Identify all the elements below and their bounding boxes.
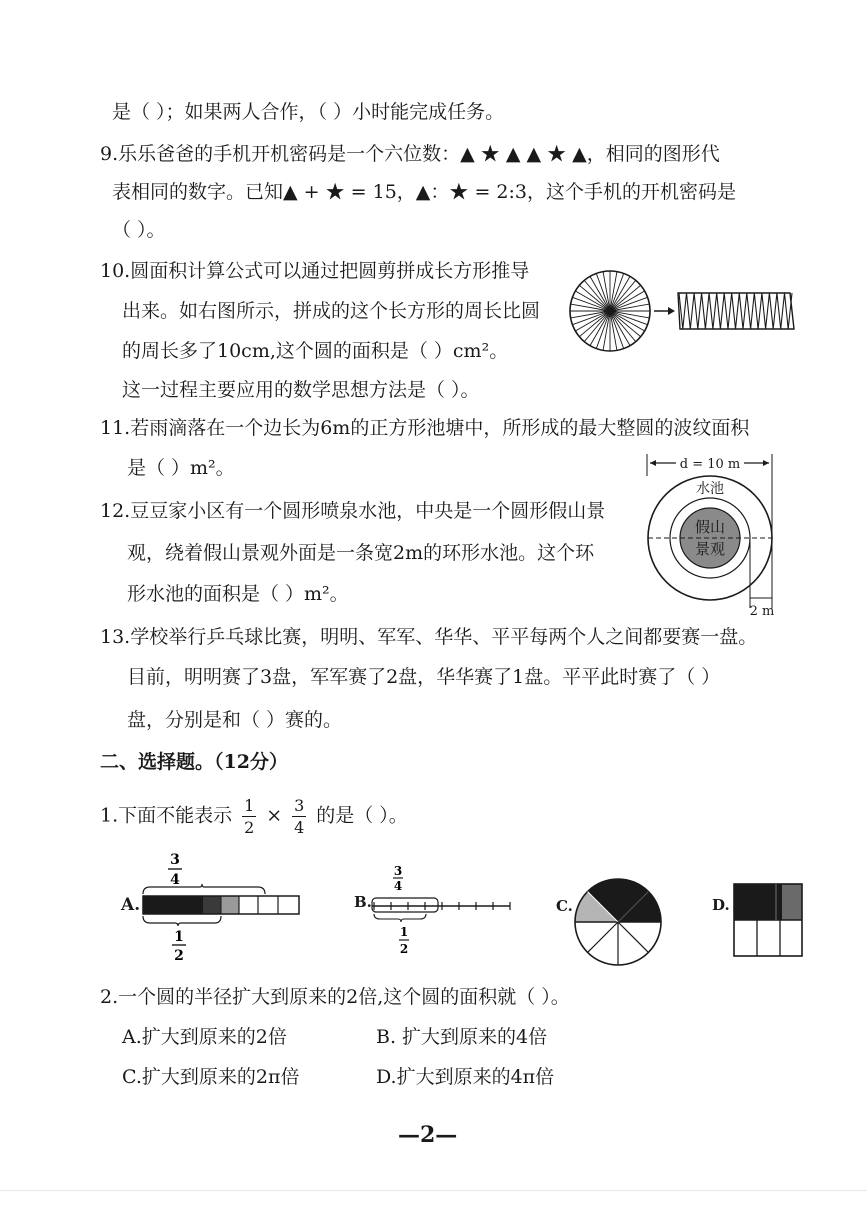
q10-line-4: 这一过程主要应用的数学思想方法是（ ）。 xyxy=(122,379,480,401)
fraction-denominator: 2 xyxy=(244,818,255,837)
sector-circle xyxy=(570,271,650,351)
choice-2-stem: 2.一个圆的半径扩大到原来的2倍,这个圆的面积就（ ）。 xyxy=(100,986,570,1008)
rock-label-bottom: 景观 xyxy=(694,540,726,558)
arrow-icon xyxy=(654,307,675,315)
fraction-numerator: 1 xyxy=(244,796,255,815)
fraction-denominator: 4 xyxy=(294,818,305,837)
q12-line-1: 12.豆豆家小区有一个圆形喷泉水池，中央是一个圆形假山景 xyxy=(100,500,606,522)
top-frac-num: 3 xyxy=(170,852,180,868)
choice-2-option-d[interactable]: D.扩大到原来的4π倍 xyxy=(376,1066,555,1088)
bot-frac-num: 1 xyxy=(174,929,184,945)
top-frac-num: 3 xyxy=(393,864,403,878)
option-d-label[interactable]: D. xyxy=(712,896,730,914)
q13-line-2: 目前，明明赛了3盘，军军赛了2盘，华华赛了1盘。平平此时赛了（ ） xyxy=(127,666,721,688)
option-a-label[interactable]: A. xyxy=(121,895,141,915)
option-a-bar-figure xyxy=(138,846,308,964)
option-c-pie-figure xyxy=(572,876,664,968)
q10-line-1: 10.圆面积计算公式可以通过把圆剪拼成长方形推导 xyxy=(100,260,530,282)
choice-2-option-c[interactable]: C.扩大到原来的2π倍 xyxy=(122,1066,300,1088)
q10-line-2: 出来。如右图所示，拼成的这个长方形的周长比圆 xyxy=(122,300,541,322)
choice-1-suffix: 的是（ ）。 xyxy=(316,804,408,827)
page-number: —2— xyxy=(398,1122,458,1148)
top-frac-den: 4 xyxy=(170,872,180,888)
option-b-label[interactable]: B. xyxy=(354,893,372,911)
choice-1-stem xyxy=(100,797,408,836)
q9-line-1: 9.乐乐爸爸的手机开机密码是一个六位数：▲ ★ ▲ ▲ ★ ▲，相同的图形代 xyxy=(100,143,720,165)
bot-frac-den: 2 xyxy=(174,948,184,964)
option-d-grid-figure xyxy=(732,882,804,958)
option-c-label[interactable]: C. xyxy=(556,897,573,915)
q9-line-2: 表相同的数字。已知▲ + ★ = 15，▲：★ = 2:3，这个手机的开机密码是 xyxy=(112,181,736,203)
q12-line-2: 观，绕着假山景观外面是一条宽2m的环形水池。这个环 xyxy=(127,542,595,564)
q8-continuation: 是（ ）；如果两人合作，（ ）小时能完成任务。 xyxy=(112,101,505,123)
bot-frac-den: 2 xyxy=(399,942,409,956)
bot-frac-num: 1 xyxy=(399,925,409,939)
fraction-three-quarters xyxy=(292,797,306,836)
choice-2-option-a[interactable]: A.扩大到原来的2倍 xyxy=(122,1026,287,1048)
diameter-label: d = 10 m xyxy=(679,457,741,472)
choice-2-option-b[interactable]: B. 扩大到原来的4倍 xyxy=(376,1026,548,1048)
q12-line-3: 形水池的面积是（ ）m²。 xyxy=(127,583,349,605)
ring-width-label: 2 m xyxy=(749,604,775,619)
q11-line-2: 是（ ）m²。 xyxy=(127,457,235,479)
top-frac-den: 4 xyxy=(393,879,403,893)
fraction-numerator: 3 xyxy=(294,796,305,815)
zigzag-rectangle xyxy=(678,293,794,329)
q13-line-1: 13.学校举行乒乓球比赛，明明、军军、华华、平平每两个人之间都要赛一盘。 xyxy=(100,626,758,648)
times-sign: × xyxy=(266,804,283,827)
q10-line-3: 的周长多了10cm,这个圆的面积是（ ）cm²。 xyxy=(122,340,509,362)
section-2-heading: 二、选择题。（12分） xyxy=(100,751,288,773)
fraction-half xyxy=(242,797,256,836)
q9-answer-blank: （ ）。 xyxy=(112,219,166,241)
water-label: 水池 xyxy=(696,481,724,497)
choice-1-prefix: 1.下面不能表示 xyxy=(100,804,233,827)
q11-line-1: 11.若雨滴落在一个边长为6m的正方形池塘中，所形成的最大整圆的波纹面积 xyxy=(100,417,750,439)
page-bottom-divider xyxy=(0,1190,867,1191)
circle-to-rectangle-figure xyxy=(568,265,808,365)
rock-label-top: 假山 xyxy=(694,518,726,536)
ring-pool-figure xyxy=(636,448,786,623)
option-b-line-figure xyxy=(368,860,518,960)
q13-line-3: 盘，分别是和（ ）赛的。 xyxy=(127,709,343,731)
